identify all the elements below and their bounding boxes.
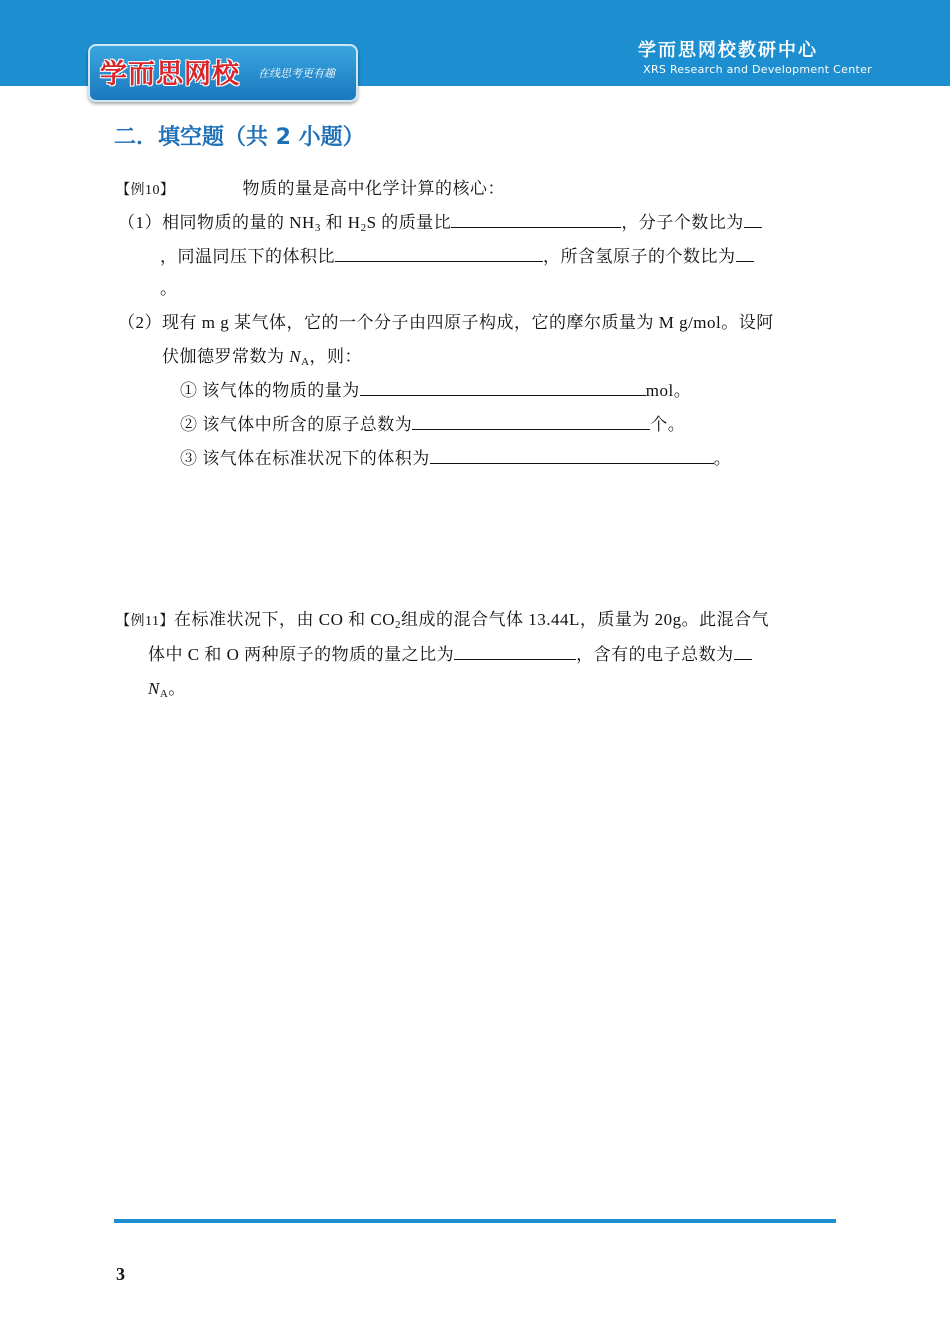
answer-blank-atom-count[interactable] [412,413,650,430]
example10-q2-line2: 伏伽德罗常数为 $N_A$，则： [162,347,363,368]
answer-blank-atom-ratio[interactable] [454,643,576,660]
footer-rule [114,1219,836,1223]
center-name-en: XRS Research and Development Center [643,63,872,76]
answer-blank-volume-ratio[interactable] [335,245,543,262]
answer-blank-electron-count[interactable] [734,643,752,660]
answer-blank-hydrogen-ratio[interactable] [736,245,754,262]
example10-q1-line3: 。 [160,279,178,298]
example10-q2-item3: ③ 该气体在标准状况下的体积为 。 [180,449,732,468]
logo-text: 学而思网校 [100,59,240,90]
example10-tag: 【例10】 [116,183,175,198]
center-name: 学而思网校教研中心 [638,40,818,61]
example10-header [116,174,505,199]
answer-blank-volume[interactable] [430,447,714,464]
example11-tag: 【例11】 [116,614,174,629]
answer-blank-molecule-ratio[interactable] [744,211,762,228]
example10-intro: 物质的量是高中化学计算的核心： [242,179,505,198]
answer-blank-mass-ratio[interactable] [451,211,621,228]
example11-line3: $N_A$。 [148,679,186,700]
example10-q2-item1: ① 该气体的物质的量为 mol。 [180,381,692,400]
logo-slogan: 在线思考更有趣 [258,67,335,80]
page-number: 3 [116,1264,125,1284]
header-band [0,0,950,90]
example11-line1: 【例11】在标准状况下，由 CO 和 $CO_2$组成的混合气体 13.44L，质量为 20g。此混合气 [116,610,770,631]
example10-q1-line1: （1）相同物质的量的 $NH_3$ 和 $H_2S$ 的质量比 ，分子个数比为 [118,208,762,233]
brand-logo [88,44,358,102]
example10-q2-line1: （2）现有 m g 某气体，它的一个分子由四原子构成，它的摩尔质量为 M g/mol。设阿 [118,313,774,332]
example11-line2: 体中 C 和 O 两种原子的物质的量之比为 ，含有的电子总数为 [148,640,752,665]
section-title: 二．填空题（共 2 小题） [114,125,365,150]
answer-blank-moles[interactable] [360,379,646,396]
example10-q1-line2: ，同温同压下的体积比 ，所含氢原子的个数比为 [160,242,754,267]
example10-q2-item2: ② 该气体中所含的原子总数为 个。 [180,415,686,434]
